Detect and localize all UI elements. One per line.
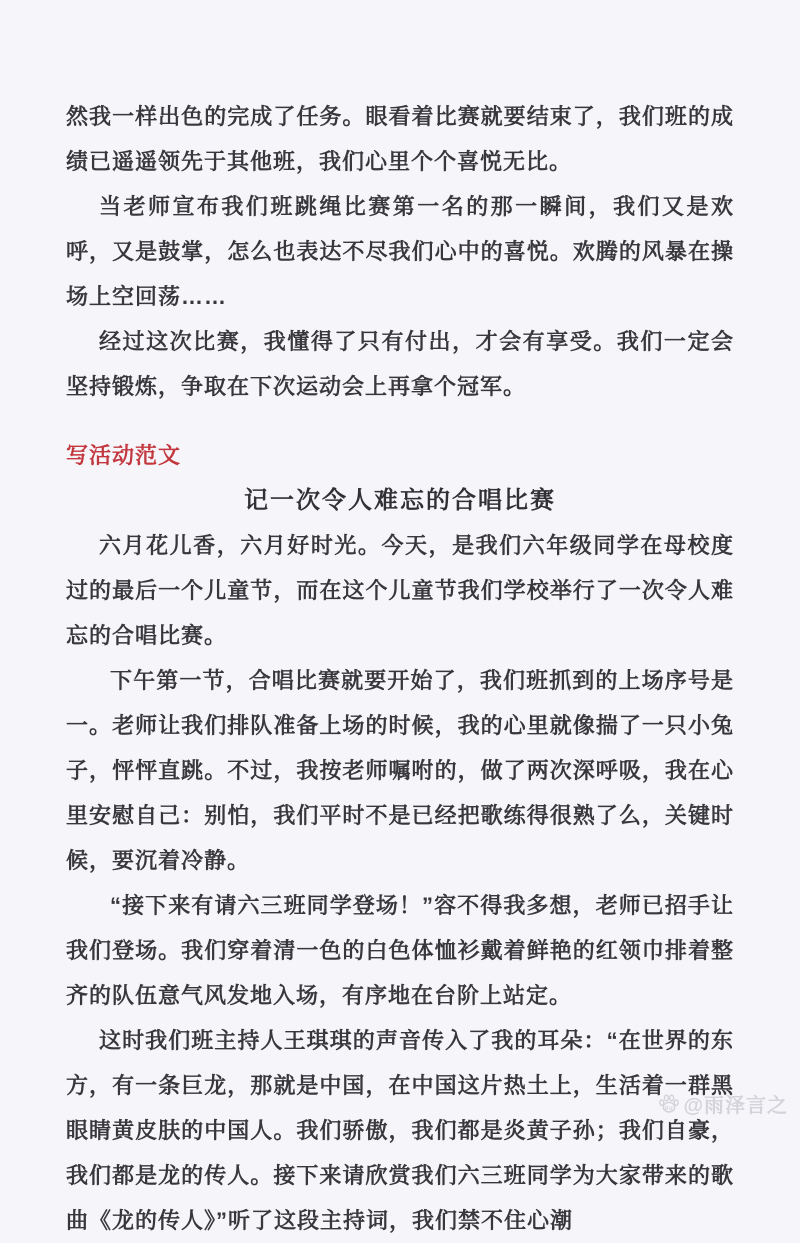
essay1-paragraph-3: 经过这次比赛，我懂得了只有付出，才会有享受。我们一定会坚持锻炼，争取在下次运动会上再拿个冠军。 <box>66 329 734 399</box>
section-label-model-essay: 写活动范文 <box>66 443 182 468</box>
essay2-title: 记一次令人难忘的合唱比赛 <box>244 487 556 514</box>
watermark-handle: @雨泽言之 <box>683 1095 788 1117</box>
essay1-paragraph-2: 当老师宣布我们班跳绳比赛第一名的那一瞬间，我们又是欢呼，又是鼓掌，怎么也表达不尽我们心中的喜悦。欢腾的风暴在操场上空回荡…… <box>66 194 734 309</box>
essay1-paragraph-continued: 然我一样出色的完成了任务。眼看着比赛就要结束了，我们班的成绩已遥遥领先于其他班，我们心里个个喜悦无比。 <box>66 104 734 174</box>
watermark <box>658 1089 788 1118</box>
essay2-paragraph-4: 这时我们班主持人王琪琪的声音传入了我的耳朵：“在世界的东方，有一条巨龙，那就是中国，在中国这片热土上，生活着一群黑眼睛黄皮肤的中国人。我们骄傲，我们都是炎黄子孙；我们自豪，我们都是龙的传人。接下来请欣赏我们六三班同学为大家带来的歌曲《龙的传人》”听了这段主持词，我们禁不住心潮 <box>66 1028 734 1233</box>
essay-sports-meeting <box>66 94 734 409</box>
essay-chorus-competition <box>66 523 734 1243</box>
essay2-paragraph-3: “接下来有请六三班同学登场！”容不得我多想，老师已招手让我们登场。我们穿着清一色的白色体恤衫戴着鲜艳的红领巾排着整齐的队伍意气风发地入场，有序地在台阶上站定。 <box>66 893 734 1008</box>
baidu-paw-icon <box>658 1093 680 1115</box>
svg-text:du: du <box>664 1105 675 1112</box>
essay2-paragraph-1: 六月花儿香，六月好时光。今天，是我们六年级同学在母校度过的最后一个儿童节，而在这个儿童节我们学校举行了一次令人难忘的合唱比赛。 <box>66 533 734 648</box>
essay2-paragraph-2: 下午第一节，合唱比赛就要开始了，我们班抓到的上场序号是一。老师让我们排队准备上场的时候，我的心里就像揣了一只小兔子，怦怦直跳。不过，我按老师嘱咐的，做了两次深呼吸，我在心里安慰自己：别怕，我们平时不是已经把歌练得很熟了么，关键时候，要沉着冷静。 <box>66 668 734 873</box>
